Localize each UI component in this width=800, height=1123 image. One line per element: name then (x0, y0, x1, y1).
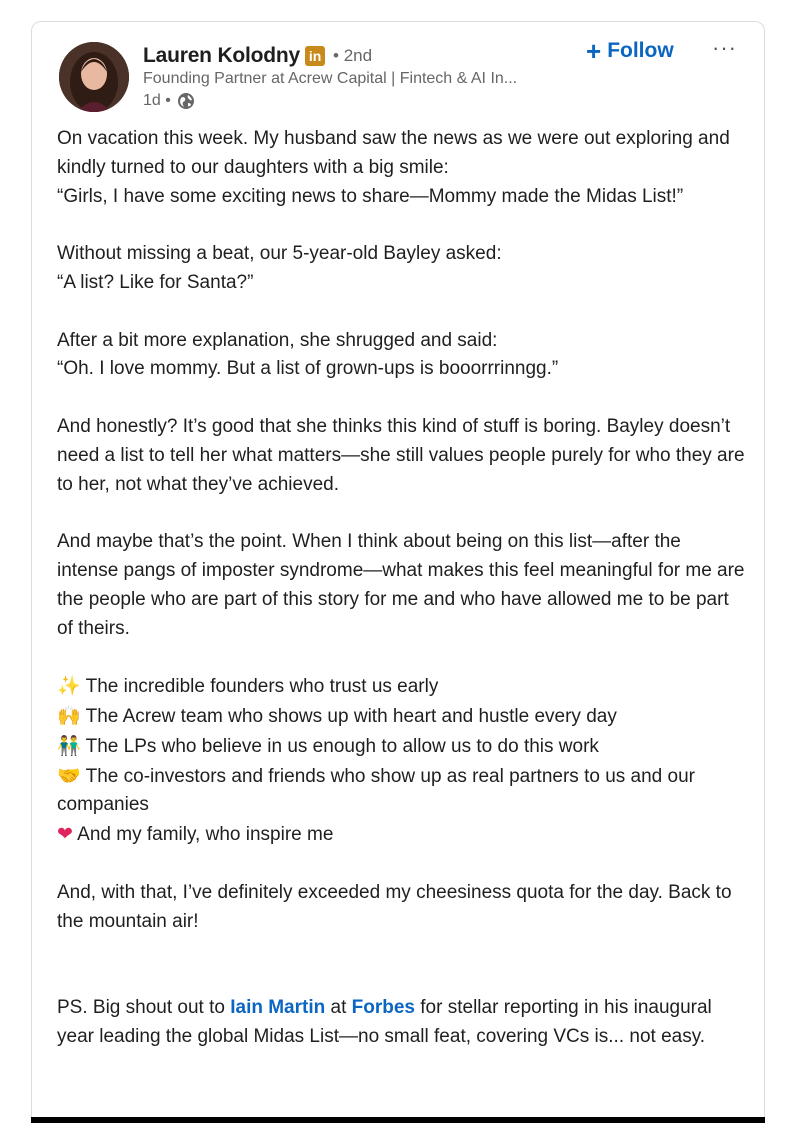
post-card (31, 21, 765, 1123)
list-item: ✨ The incredible founders who trust us early (57, 675, 439, 698)
raised-hands-icon: 🙌 (57, 704, 81, 727)
post-paragraph-ps: PS. Big shout out to Iain Martin at Forbes for stellar reporting in his inaugural year leading the global Midas List—no small feat, covering VCs is... not easy. (57, 996, 712, 1047)
more-options-icon[interactable]: ··· (712, 35, 737, 60)
avatar-image (59, 42, 129, 112)
follow-button[interactable] (586, 38, 674, 64)
post-time: 1d • (143, 92, 171, 109)
post-paragraph: “Oh. I love mommy. But a list of grown-ups is booorrrinngg.” (57, 358, 559, 380)
post-paragraph: And, with that, I’ve definitely exceeded my cheesiness quota for the day. Back to the mountain air! (57, 881, 732, 932)
sparkles-icon: ✨ (57, 675, 81, 698)
plus-icon: + (586, 36, 602, 66)
heart-icon: ❤ (57, 823, 73, 846)
list-item: 🙌 The Acrew team who shows up with heart and hustle every day (57, 704, 617, 727)
avatar[interactable] (59, 42, 129, 112)
handshake-icon: 🤝 (57, 764, 81, 787)
bottom-border (31, 1117, 765, 1123)
connection-degree: • 2nd (333, 46, 373, 65)
list-item: 🤝 The co-investors and friends who show up as real partners to us and our companies (57, 764, 695, 816)
author-headline: Founding Partner at Acrew Capital | Fintech & AI In... (143, 70, 518, 87)
globe-icon (177, 92, 195, 110)
author-name-row (143, 42, 372, 70)
post-paragraph: And maybe that’s the point. When I think about being on this list—after the intense pangs of imposter syndrome—what makes this feel meaningful for me are the people who are part of this story for me and who have allowed me to be part of theirs. (57, 531, 745, 639)
post-paragraph: “A list? Like for Santa?” (57, 271, 254, 293)
list-item: ❤ And my family, who inspire me (57, 823, 334, 846)
post-body (57, 125, 747, 1052)
post-paragraph: Without missing a beat, our 5-year-old Bayley asked: (57, 243, 502, 265)
follow-label: Follow (607, 39, 674, 62)
post-paragraph: And honestly? It’s good that she thinks this kind of stuff is boring. Bayley doesn’t need a list to tell her what matters—she still values people purely for who they are to her, not what they’ve achieved. (57, 415, 745, 495)
list-item: 👬 The LPs who believe in us enough to allow us to do this work (57, 734, 599, 757)
author-name[interactable]: Lauren Kolodny (143, 44, 301, 67)
post-paragraph: On vacation this week. My husband saw the news as we were out exploring and kindly turned to our daughters with a big smile: (57, 128, 730, 178)
mention-link[interactable]: Iain Martin (230, 996, 326, 1018)
post-paragraph: “Girls, I have some exciting news to share—Mommy made the Midas List!” (57, 185, 684, 207)
mention-link[interactable]: Forbes (351, 996, 415, 1018)
linkedin-premium-icon: in (305, 46, 325, 66)
two-men-icon: 👬 (57, 734, 81, 757)
post-meta (143, 92, 195, 110)
post-paragraph: After a bit more explanation, she shrugged and said: (57, 329, 498, 351)
